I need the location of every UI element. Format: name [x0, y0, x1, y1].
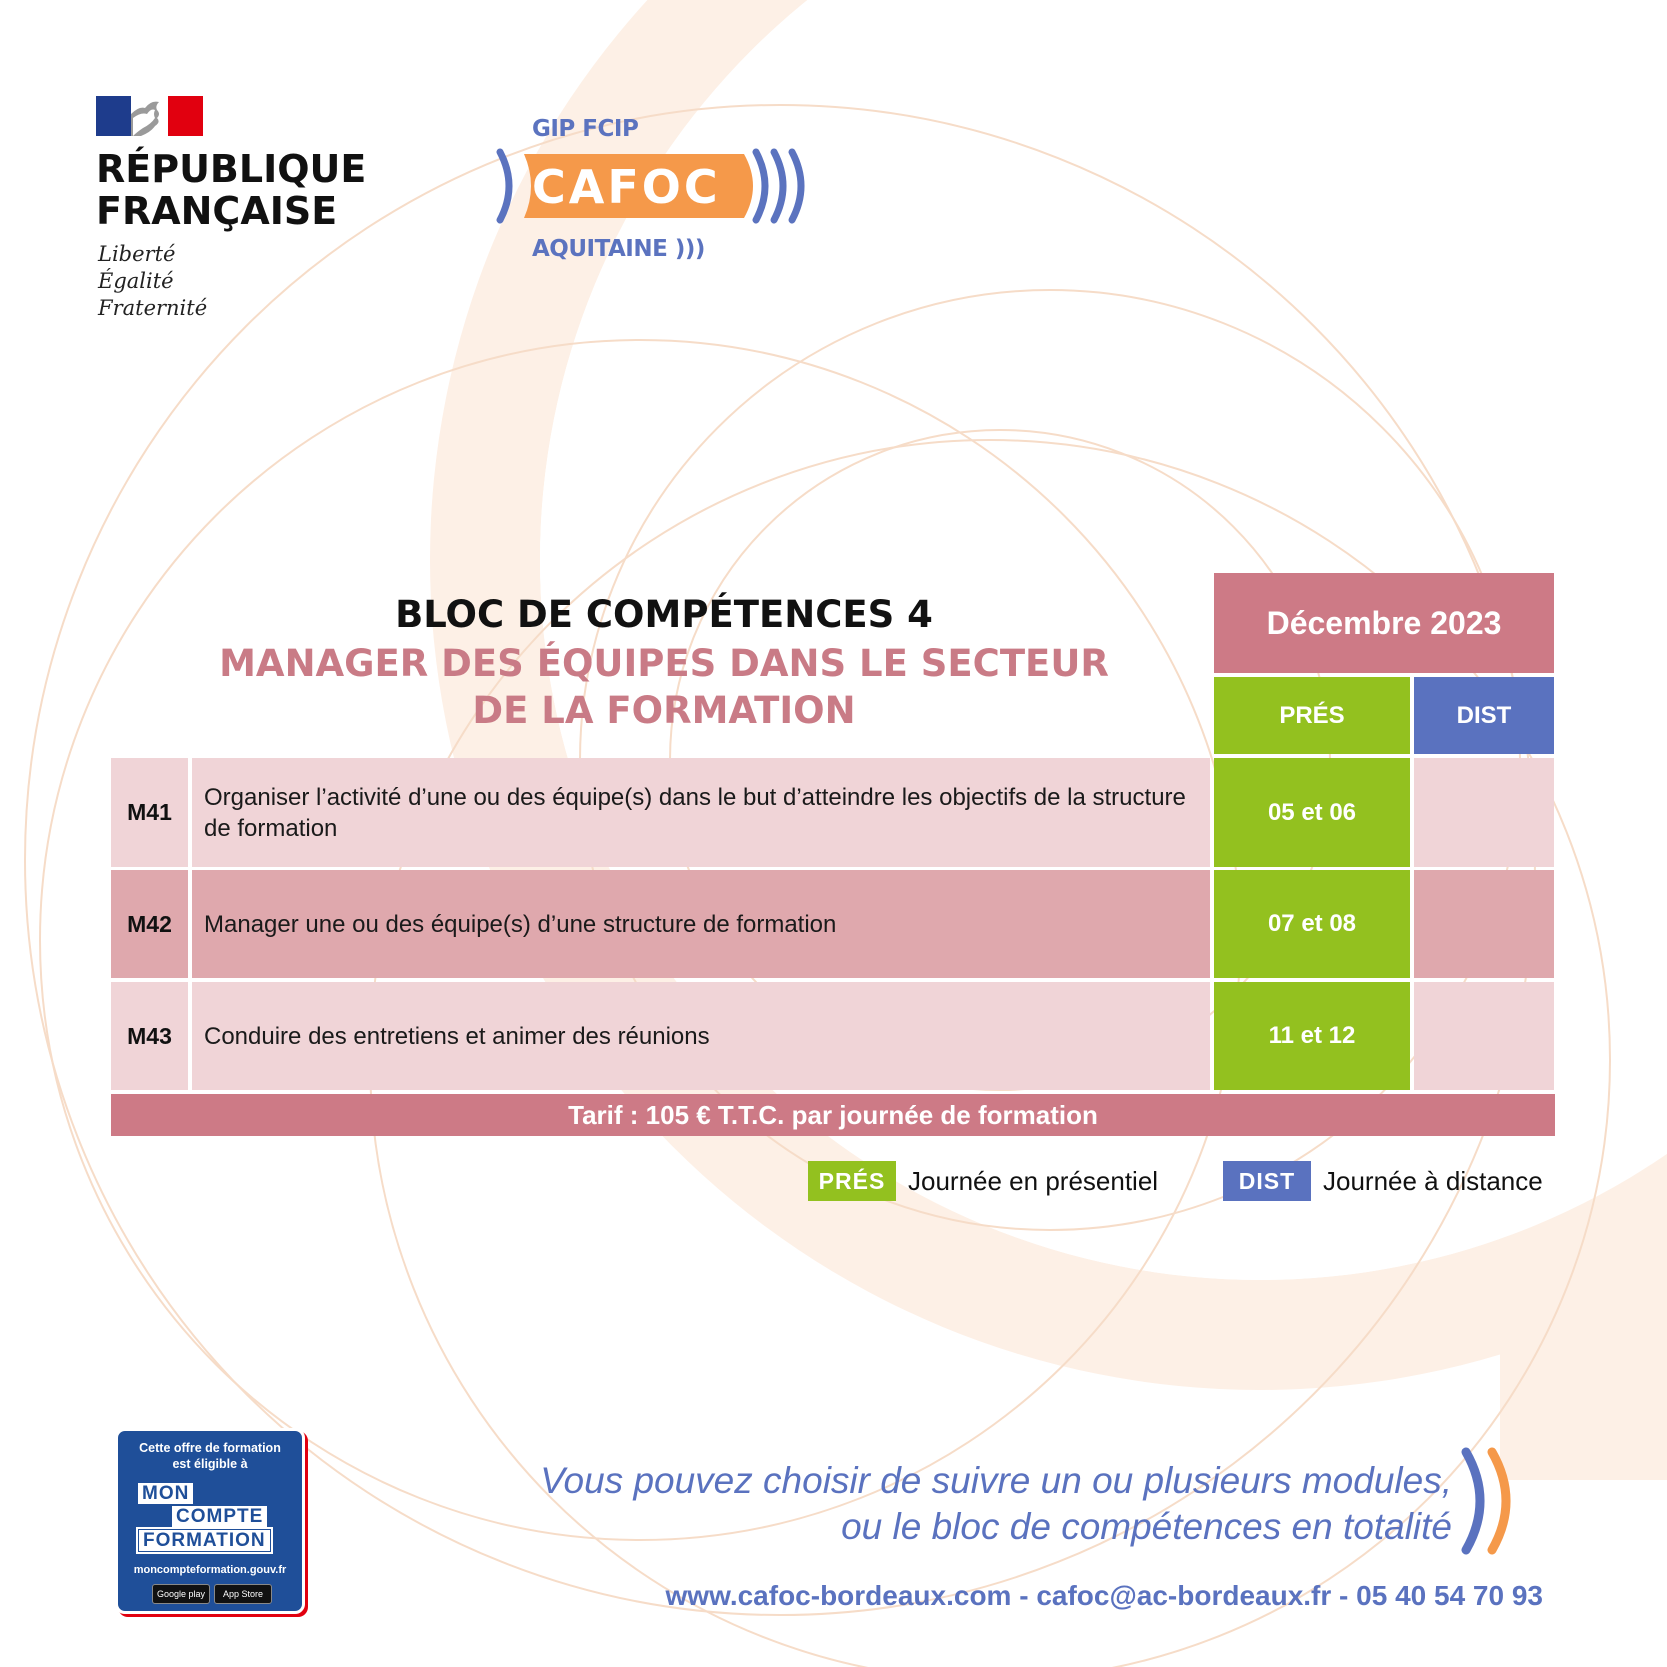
table-row-description: Organiser l’activité d’une ou des équipe(s) dans le but d’atteindre les objectifs de la structure de formation	[192, 758, 1210, 867]
table-row-code: M41	[111, 758, 188, 867]
legend-dist-badge: DIST	[1223, 1161, 1311, 1201]
table-row-description: Manager une ou des équipe(s) d’une structure de formation	[192, 870, 1210, 978]
table-row-dist-dates	[1414, 870, 1554, 978]
tagline-line1: Vous pouvez choisir de suivre un ou plusieurs modules,	[540, 1460, 1452, 1501]
dist-column-header: DIST	[1414, 677, 1554, 754]
rf-motto-egalite: Égalité	[98, 269, 174, 293]
table-row-code: M42	[111, 870, 188, 978]
marianne-flag-icon	[96, 96, 203, 136]
contact-line: www.cafoc-bordeaux.com - cafoc@ac-bordeaux.fr - 05 40 54 70 93	[665, 1580, 1543, 1611]
google-play-icon: Google play	[152, 1584, 210, 1604]
double-arc-icon	[1448, 1446, 1548, 1556]
mcf-formation: FORMATION	[138, 1529, 271, 1552]
mcf-mon: MON	[138, 1483, 193, 1504]
table-row-dist-dates	[1414, 758, 1554, 867]
legend-dist-text: Journée à distance	[1323, 1165, 1543, 1196]
tarif-banner: Tarif : 105 € T.T.C. par journée de formation	[111, 1094, 1555, 1136]
table-row-dist-dates	[1414, 982, 1554, 1090]
mcf-url: moncompteformation.gouv.fr	[133, 1564, 287, 1576]
bloc-subtitle-line2: DE LA FORMATION	[472, 689, 856, 732]
month-header: Décembre 2023	[1214, 573, 1554, 673]
legend-pres-badge: PRÉS	[808, 1161, 896, 1201]
rf-name-line2: FRANÇAISE	[96, 189, 338, 233]
legend-pres-text: Journée en présentiel	[908, 1165, 1159, 1196]
cafoc-wordmark: CAFOC	[532, 160, 721, 214]
rf-motto-fraternite: Fraternité	[98, 296, 208, 320]
table-row-code: M43	[111, 982, 188, 1090]
cafoc-logo	[494, 116, 824, 266]
bloc-title: BLOC DE COMPÉTENCES 4	[395, 593, 933, 636]
table-row-pres-dates: 07 et 08	[1214, 870, 1410, 978]
republique-francaise-logo	[96, 96, 396, 326]
table-row-pres-dates: 05 et 06	[1214, 758, 1410, 867]
table-row-pres-dates: 11 et 12	[1214, 982, 1410, 1090]
pres-column-header: PRÉS	[1214, 677, 1410, 754]
bloc-subtitle-line1: MANAGER DES ÉQUIPES DANS LE SECTEUR	[219, 642, 1109, 685]
cafoc-gip-fcip: GIP FCIP	[532, 116, 639, 142]
rf-motto-liberte: Liberté	[98, 242, 176, 266]
mcf-eligible-line2: est éligible à	[172, 1457, 248, 1471]
mcf-compte: COMPTE	[172, 1506, 267, 1527]
mon-compte-formation-badge	[115, 1428, 305, 1614]
cafoc-aquitaine: AQUITAINE )))	[532, 236, 705, 262]
mcf-eligible-line1: Cette offre de formation	[139, 1441, 281, 1455]
rf-name-line1: RÉPUBLIQUE	[96, 147, 367, 191]
tagline-line2: ou le bloc de compétences en totalité	[841, 1506, 1452, 1547]
app-store-icon: App Store	[214, 1584, 272, 1604]
table-row-description: Conduire des entretiens et animer des réunions	[192, 982, 1210, 1090]
